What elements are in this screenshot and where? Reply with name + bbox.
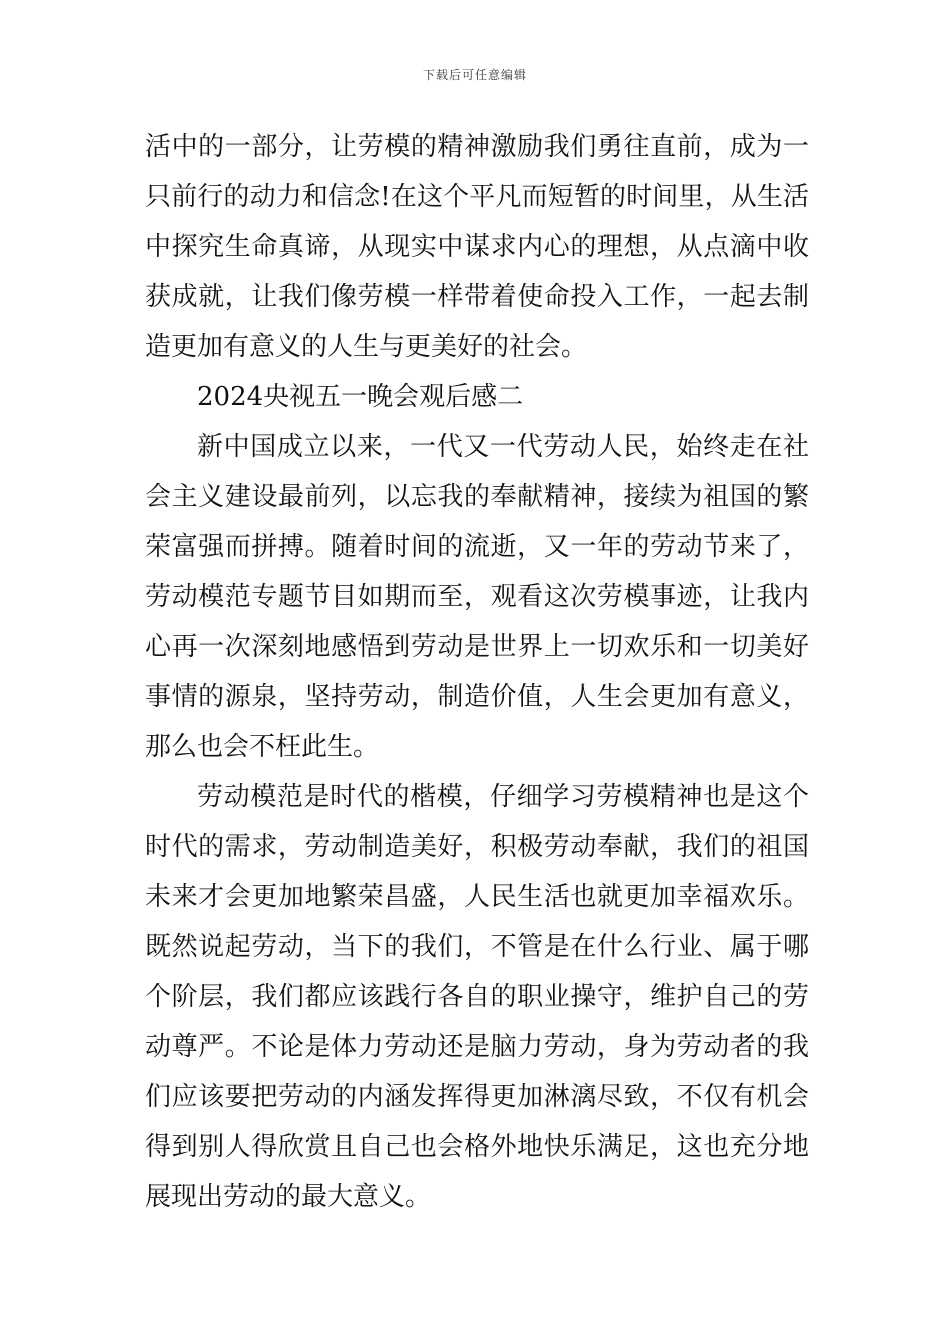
text-line: 得到别人得欣赏且自己也会格外地快乐满足，这也充分地: [145, 1132, 809, 1162]
text-line: 只前行的动力和信念!在这个平凡而短暂的时间里，从生活: [145, 182, 809, 212]
text-line: 获成就，让我们像劳模一样带着使命投入工作，一起去制: [145, 282, 809, 312]
section-heading: 2024央视五一晚会观后感二: [197, 382, 524, 412]
paragraph-2: [145, 422, 809, 772]
text-line: 新中国成立以来，一代又一代劳动人民，始终走在社: [197, 432, 809, 462]
text-line: 劳动模范是时代的楷模，仔细学习劳模精神也是这个: [197, 782, 809, 812]
paragraph-1: [145, 122, 809, 372]
text-line: 中探究生命真谛，从现实中谋求内心的理想，从点滴中收: [145, 232, 809, 262]
header-note: 下载后可任意编辑: [422, 68, 527, 82]
text-line: 劳动模范专题节目如期而至，观看这次劳模事迹，让我内: [145, 582, 809, 612]
text-line: 个阶层，我们都应该践行各自的职业操守，维护自己的劳: [145, 982, 809, 1012]
text-line: 那么也会不枉此生。: [145, 732, 380, 762]
text-line: 活中的一部分，让劳模的精神激励我们勇往直前，成为一: [145, 132, 809, 162]
text-line: 动尊严。不论是体力劳动还是脑力劳动，身为劳动者的我: [145, 1032, 809, 1062]
text-line: 展现出劳动的最大意义。: [145, 1182, 432, 1212]
paragraph-3: [145, 772, 809, 1222]
text-line: 既然说起劳动，当下的我们，不管是在什么行业、属于哪: [145, 932, 809, 962]
document-body: [145, 122, 809, 1222]
text-line: 未来才会更加地繁荣昌盛，人民生活也就更加幸福欢乐。: [145, 882, 809, 912]
text-line: 们应该要把劳动的内涵发挥得更加淋漓尽致，不仅有机会: [145, 1082, 809, 1112]
text-line: 会主义建设最前列，以忘我的奉献精神，接续为祖国的繁: [145, 482, 809, 512]
text-line: 造更加有意义的人生与更美好的社会。: [145, 332, 588, 362]
text-line: 事情的源泉，坚持劳动，制造价值，人生会更加有意义，: [145, 682, 809, 712]
text-line: 时代的需求，劳动制造美好，积极劳动奉献，我们的祖国: [145, 832, 809, 862]
text-line: 心再一次深刻地感悟到劳动是世界上一切欢乐和一切美好: [145, 632, 809, 662]
text-line: 荣富强而拼搏。随着时间的流逝，又一年的劳动节来了，: [145, 532, 809, 562]
